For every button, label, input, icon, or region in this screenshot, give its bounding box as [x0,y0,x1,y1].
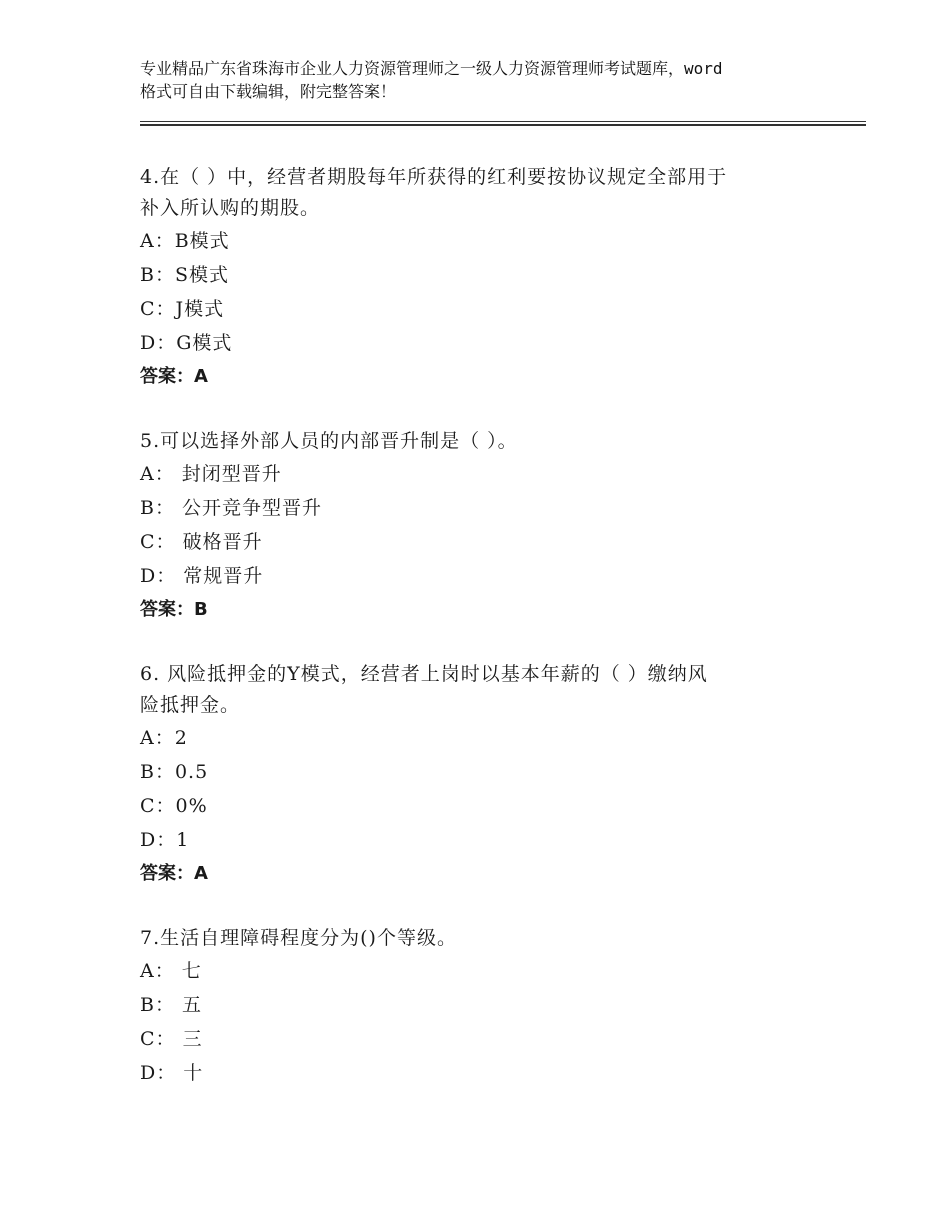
question-text [140,659,840,721]
question-6 [140,659,840,891]
question-text [140,162,840,224]
answer: 答案：A [140,863,208,884]
question-4 [140,162,840,394]
question-5 [140,426,840,627]
option-c: C： 破格晋升 [140,531,263,553]
option-d: D：G模式 [140,332,233,354]
option-a: A：B模式 [140,230,230,252]
option-d: D： 常规晋升 [140,565,264,587]
option-d: D： 十 [140,1062,204,1084]
header-divider-thick [140,124,866,126]
question-text [140,923,840,954]
question-7 [140,923,840,1090]
answer: 答案：A [140,366,208,387]
option-a: A：2 [140,727,188,749]
option-b: B：0.5 [140,761,209,783]
header-divider-thin [140,121,866,122]
answer: 答案：B [140,599,208,620]
question-spacer [140,627,840,659]
question-text-line: 险抵押金。 [140,694,241,716]
question-spacer [140,394,840,426]
header-title-line-1: 专业精品广东省珠海市企业人力资源管理师之一级人力资源管理师考试题库，word [140,59,723,78]
option-d: D：1 [140,829,190,851]
option-b: B：S模式 [140,264,229,286]
question-text-line: 7.生活自理障碍程度分为()个等级。 [140,927,457,949]
option-a: A： 封闭型晋升 [140,463,282,485]
question-text-line: 4.在（ ）中，经营者期股每年所获得的红利要按协议规定全部用于 [140,166,728,188]
option-b: B： 五 [140,994,203,1016]
question-spacer [140,891,840,923]
question-list [140,162,840,1090]
question-text-line: 5.可以选择外部人员的内部晋升制是（ ）。 [140,430,518,452]
option-a: A： 七 [140,960,202,982]
question-text-line: 6. 风险抵押金的Y模式，经营者上岗时以基本年薪的（ ）缴纳风 [140,663,708,685]
question-text [140,426,840,457]
option-b: B： 公开竞争型晋升 [140,497,323,519]
option-c: C： 三 [140,1028,203,1050]
document-header [140,57,840,103]
option-c: C：0% [140,795,208,817]
header-title-line-2: 格式可自由下载编辑，附完整答案！ [140,82,397,101]
question-text-line: 补入所认购的期股。 [140,197,321,219]
option-c: C：J模式 [140,298,225,320]
